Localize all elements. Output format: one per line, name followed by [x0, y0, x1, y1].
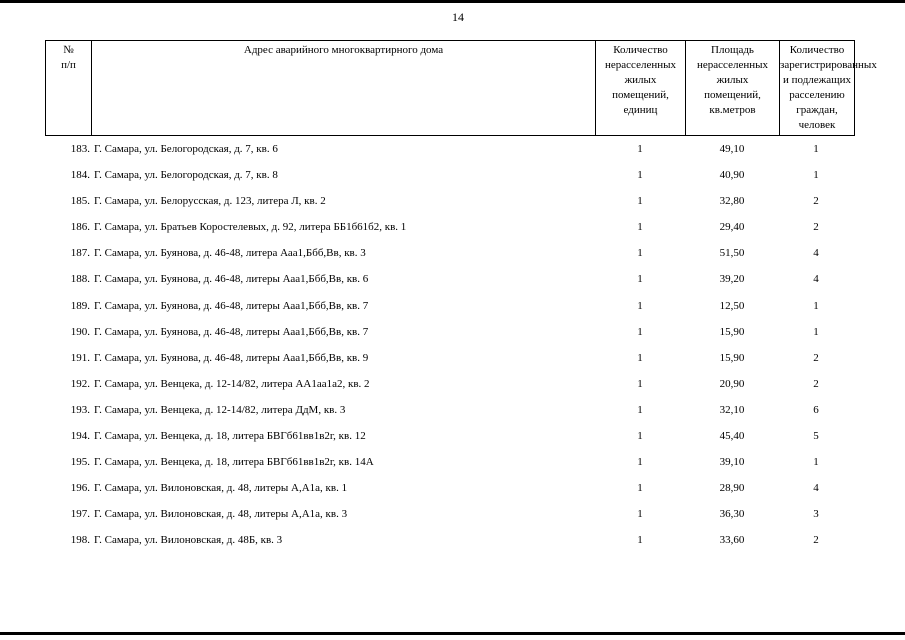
row-address: Г. Самара, ул. Буянова, д. 46-48, литеры Ааа1,Ббб,Вв, кв. 7 [94, 299, 369, 312]
table-row [45, 164, 855, 190]
header-quantity-column [596, 41, 686, 135]
table-row [45, 399, 855, 425]
row-number: 193. [70, 403, 90, 416]
row-people: 5 [813, 430, 819, 443]
row-people: 1 [813, 143, 819, 155]
row-people: 2 [813, 351, 819, 364]
row-people: 2 [813, 195, 819, 208]
table-body [45, 138, 855, 556]
row-people: 1 [813, 325, 819, 338]
row-address: Г. Самара, ул. Белогородская, д. 7, кв. 8 [94, 169, 278, 182]
row-people: 4 [813, 482, 819, 495]
header-address-column [92, 41, 596, 135]
row-number: 184. [70, 169, 90, 182]
row-number: 198. [70, 534, 90, 547]
table-row [45, 477, 855, 503]
row-quantity: 1 [637, 508, 643, 521]
row-quantity: 1 [637, 195, 643, 208]
row-people: 2 [813, 377, 819, 390]
row-people: 4 [813, 273, 819, 286]
row-address: Г. Самара, ул. Буянова, д. 46-48, литеры Ааа1,Ббб,Вв, кв. 6 [94, 273, 369, 286]
row-people: 1 [813, 456, 819, 469]
header-area-label: Площадь нерасселенных жилых помещений, кв.метров [697, 44, 768, 116]
header-area-column [686, 41, 780, 135]
table-row [45, 190, 855, 216]
row-address: Г. Самара, ул. Венцека, д. 18, литера БВГб61вв1в2г, кв. 14А [94, 456, 374, 469]
row-area: 32,10 [719, 403, 745, 416]
row-people: 1 [813, 299, 819, 312]
row-quantity: 1 [637, 247, 643, 260]
row-area: 28,90 [719, 482, 745, 495]
header-people-column [780, 41, 877, 135]
header-number-column [46, 41, 92, 135]
row-address: Г. Самара, ул. Вилоновская, д. 48, литеры А,А1а, кв. 3 [94, 508, 348, 521]
header-quantity-label: Количество нерасселенных жилых помещений, единиц [605, 44, 676, 116]
row-address: Г. Самара, ул. Братьев Коростелевых, д. 92, литера ББ1б61б2, кв. 1 [94, 221, 407, 234]
row-number: 183. [70, 143, 90, 155]
row-area: 15,90 [719, 325, 745, 338]
row-area: 36,30 [719, 508, 745, 521]
row-people: 4 [813, 247, 819, 260]
row-quantity: 1 [637, 403, 643, 416]
row-people: 3 [813, 508, 819, 521]
row-area: 33,60 [719, 534, 745, 547]
table-row [45, 216, 855, 242]
row-number: 189. [70, 299, 90, 312]
row-quantity: 1 [637, 351, 643, 364]
row-area: 40,90 [719, 169, 745, 182]
table-row [45, 347, 855, 373]
page-number: 14 [452, 10, 464, 24]
row-number: 188. [70, 273, 90, 286]
header-people-label: Количество зарегистрированных и подлежащих расселению граждан, человек [780, 44, 877, 131]
table-header [45, 40, 877, 136]
row-address: Г. Самара, ул. Буянова, д. 46-48, литеры Ааа1,Ббб,Вв, кв. 9 [94, 351, 369, 364]
row-address: Г. Самара, ул. Вилоновская, д. 48Б, кв. 3 [94, 534, 283, 547]
header-number-label: № п/п [61, 44, 76, 71]
row-address: Г. Самара, ул. Буянова, д. 46-48, литера Ааа1,Ббб,Вв, кв. 3 [94, 247, 366, 260]
row-address: Г. Самара, ул. Венцека, д. 12-14/82, литера ДдМ, кв. 3 [94, 403, 346, 416]
row-area: 15,90 [719, 351, 745, 364]
row-people: 1 [813, 169, 819, 182]
row-quantity: 1 [637, 534, 643, 547]
row-area: 49,10 [719, 143, 745, 155]
row-number: 197. [70, 508, 90, 521]
bottom-border-line [0, 632, 905, 635]
row-area: 32,80 [719, 195, 745, 208]
row-quantity: 1 [637, 169, 643, 182]
row-quantity: 1 [637, 482, 643, 495]
row-address: Г. Самара, ул. Вилоновская, д. 48, литеры А,А1а, кв. 1 [94, 482, 348, 495]
row-number: 194. [70, 430, 90, 443]
row-quantity: 1 [637, 221, 643, 234]
row-address: Г. Самара, ул. Венцека, д. 18, литера БВГб61вв1в2г, кв. 12 [94, 430, 366, 443]
table-row [45, 268, 855, 294]
row-quantity: 1 [637, 273, 643, 286]
table-row [45, 451, 855, 477]
row-address: Г. Самара, ул. Буянова, д. 46-48, литеры Ааа1,Ббб,Вв, кв. 7 [94, 325, 369, 338]
row-quantity: 1 [637, 430, 643, 443]
row-people: 2 [813, 221, 819, 234]
table-row [45, 242, 855, 268]
row-area: 12,50 [719, 299, 745, 312]
table-row [45, 529, 855, 555]
header-address-label: Адрес аварийного многоквартирного дома [243, 44, 444, 56]
row-area: 39,20 [719, 273, 745, 286]
row-quantity: 1 [637, 143, 643, 155]
row-number: 191. [70, 351, 90, 364]
table-row [45, 373, 855, 399]
row-address: Г. Самара, ул. Белогородская, д. 7, кв. 6 [94, 143, 278, 155]
row-area: 39,10 [719, 456, 745, 469]
row-quantity: 1 [637, 456, 643, 469]
table-row [45, 321, 855, 347]
row-number: 185. [70, 195, 90, 208]
row-address: Г. Самара, ул. Венцека, д. 12-14/82, литера АА1аа1а2, кв. 2 [94, 377, 370, 390]
row-quantity: 1 [637, 299, 643, 312]
row-number: 195. [70, 456, 90, 469]
row-number: 187. [70, 247, 90, 260]
row-number: 192. [70, 377, 90, 390]
row-area: 29,40 [719, 221, 745, 234]
table-row [45, 503, 855, 529]
row-number: 186. [70, 221, 90, 234]
table-row [45, 138, 855, 164]
row-address: Г. Самара, ул. Белорусская, д. 123, литера Л, кв. 2 [94, 195, 326, 208]
row-area: 45,40 [719, 430, 745, 443]
row-number: 190. [70, 325, 90, 338]
row-area: 51,50 [719, 247, 745, 260]
top-border-line [0, 0, 905, 3]
row-people: 2 [813, 534, 819, 547]
row-quantity: 1 [637, 377, 643, 390]
row-area: 20,90 [719, 377, 745, 390]
row-number: 196. [70, 482, 90, 495]
row-people: 6 [813, 403, 819, 416]
table-row [45, 425, 855, 451]
table-row [45, 295, 855, 321]
row-quantity: 1 [637, 325, 643, 338]
